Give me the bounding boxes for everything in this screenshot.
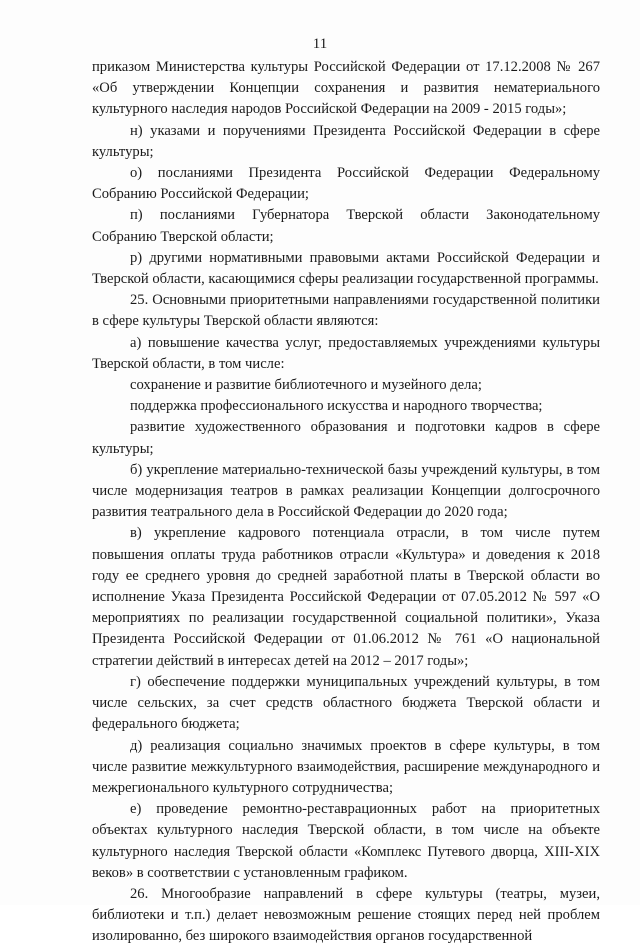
paragraph-item-r: р) другими нормативными правовыми актами Российской Федерации и Тверской области, касающимися сферы реализации государственной программы.: [92, 249, 600, 288]
paragraph-continuation: приказом Министерства культуры Российской Федерации от 17.12.2008 № 267 «Об утверждении Концепции сохранения и развития нематериального культурного наследия народов Российской Федерации на 2009 - 2015 годы»;: [92, 59, 600, 118]
paragraph-26: 26. Многообразие направлений в сфере культуры (театры, музеи, библиотеки и т.п.) делает невозможным решение стоящих перед ней проблем изолированно, без широкого взаимодействия органов государственной: [92, 885, 600, 945]
paragraph-subitem-education: развитие художественного образования и подготовки кадров в сфере культуры;: [92, 419, 600, 457]
paragraph-25: 25. Основными приоритетными направлениями государственной политики в сфере культуры Тверской области являются:: [92, 292, 600, 330]
document-body: [92, 57, 600, 948]
paragraph-item-v: в) укрепление кадрового потенциала отрасли, в том числе путем повышения оплаты труда работников отрасли «Культура» и доведения к 2018 году ее среднего уровня до средней заработной платы в Тверской области во исполнение Указа Президента Российской Федерации от 07.05.2012 № 597 «О мероприятиях по реализации государственной социальной политики», Указа Президента Российской Федерации от 01.06.2012 № 761 «О национальной стратегии действий в интересах детей на 2012 – 2017 годы»;: [92, 525, 600, 669]
paragraph-item-d: д) реализация социально значимых проектов в сфере культуры, в том числе развитие межкультурного взаимодействия, расширение международного и межрегионального культурного сотрудничества;: [92, 737, 600, 796]
page-number: 11: [312, 36, 328, 52]
paragraph-item-n: н) указами и поручениями Президента Российской Федерации в сфере культуры;: [92, 122, 600, 160]
paragraph-item-o: о) посланиями Президента Российской Федерации Федеральному Собранию Российской Федерации;: [92, 165, 600, 203]
paragraph-item-a: а) повышение качества услуг, предоставляемых учреждениями культуры Тверской области, в том числе:: [92, 334, 600, 372]
paragraph-item-e: е) проведение ремонтно-реставрационных работ на приоритетных объектах культурного наследия Тверской области, в том числе на объекте культурного наследия Тверской области «Комплекс Путевого дворца, XIII-XIX веков» в соответствии с установленным графиком.: [92, 801, 600, 881]
paragraph-item-g: г) обеспечение поддержки муниципальных учреждений культуры, в том числе сельских, за счет средств областного бюджета Тверской области и федерального бюджета;: [92, 673, 600, 733]
paragraph-subitem-libraries: сохранение и развитие библиотечного и музейного дела;: [130, 377, 482, 394]
paragraph-subitem-arts: поддержка профессионального искусства и народного творчества;: [130, 398, 543, 415]
paragraph-item-b: б) укрепление материально-технической базы учреждений культуры, в том числе модернизация театров в рамках реализации Концепции долгосрочного развития театрального дела в Российской Федерации до 2020 года;: [92, 461, 600, 521]
paragraph-item-p: п) посланиями Губернатора Тверской области Законодательному Собранию Тверской области;: [92, 207, 600, 245]
